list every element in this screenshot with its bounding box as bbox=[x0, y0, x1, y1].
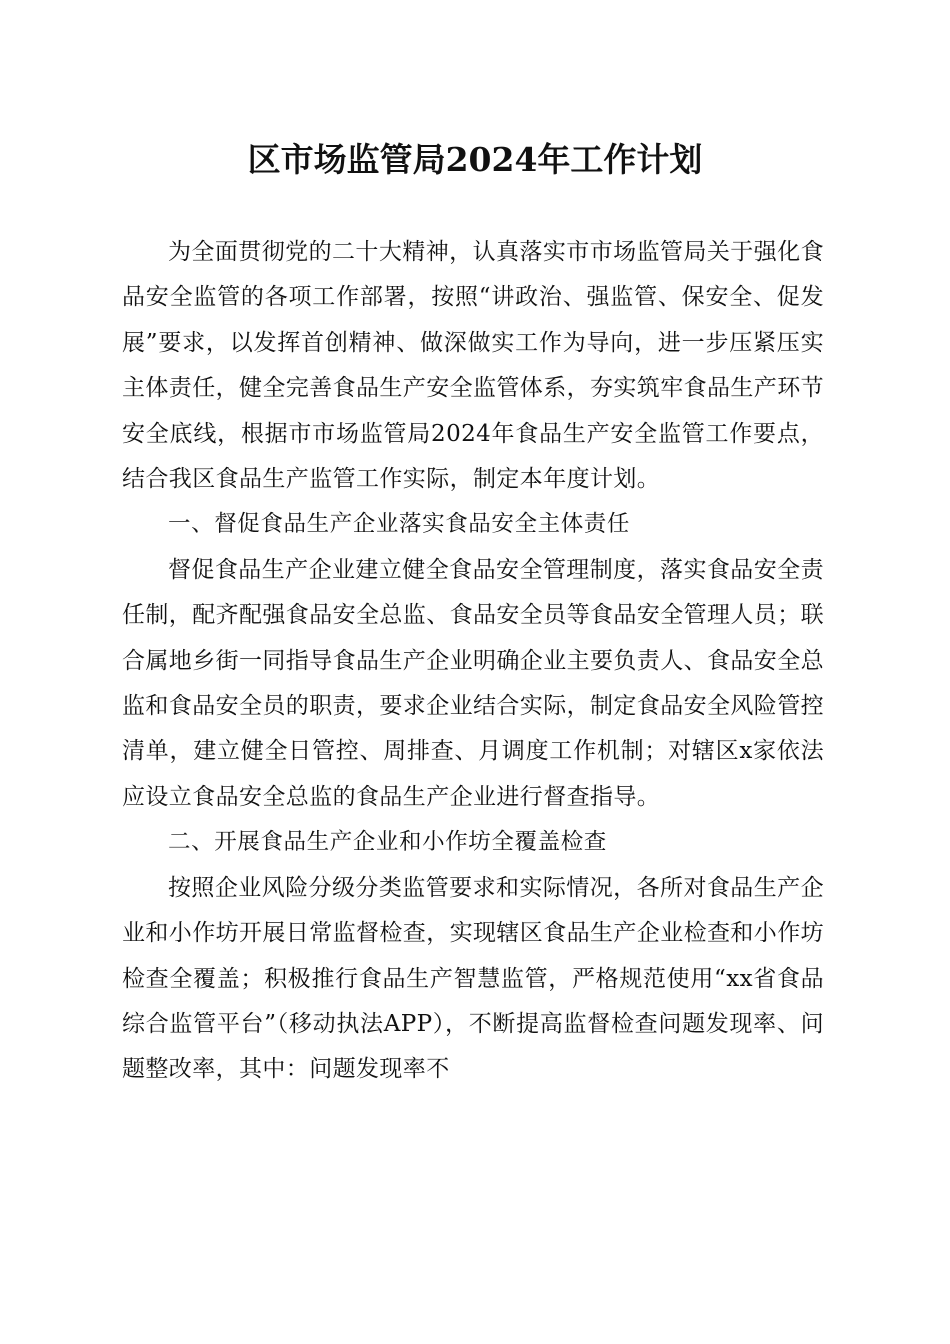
intro-paragraph: 为全面贯彻党的二十大精神，认真落实市市场监管局关于强化食品安全监管的各项工作部署，按照“讲政治、强监管、保安全、促发展”要求，以发挥首创精神、做深做实工作为导向，进一步压紧压实主体责任，健全完善食品生产安全监管体系，夯实筑牢食品生产环节安全底线，根据市市场监管局2024年食品生产安全监管工作要点，结合我区食品生产监管工作实际，制定本年度计划。 bbox=[122, 239, 824, 493]
document-body bbox=[122, 230, 824, 1093]
section-body-1: 督促食品生产企业建立健全食品安全管理制度，落实食品安全责任制，配齐配强食品安全总监、食品安全员等食品安全管理人员；联合属地乡街一同指导食品生产企业明确企业主要负责人、食品安全总监和食品安全员的职责，要求企业结合实际，制定食品安全风险管控清单，建立健全日管控、周排查、月调度工作机制；对辖区x家依法应设立食品安全总监的食品生产企业进行督查指导。 bbox=[122, 556, 824, 810]
section-heading-2: 二、开展食品生产企业和小作坊全覆盖检查 bbox=[168, 829, 607, 856]
document-title: 区市场监管局2024年工作计划 bbox=[247, 140, 703, 179]
section-heading-1: 一、督促食品生产企业落实食品安全主体责任 bbox=[168, 511, 631, 538]
section-body-2: 按照企业风险分级分类监管要求和实际情况，各所对食品生产企业和小作坊开展日常监督检查，实现辖区食品生产企业检查和小作坊检查全覆盖；积极推行食品生产智慧监管，严格规范使用“xx省食品综合监管平台”（移动执法APP），不断提高监督检查问题发现率、问题整改率，其中：问题发现率不 bbox=[122, 874, 824, 1083]
